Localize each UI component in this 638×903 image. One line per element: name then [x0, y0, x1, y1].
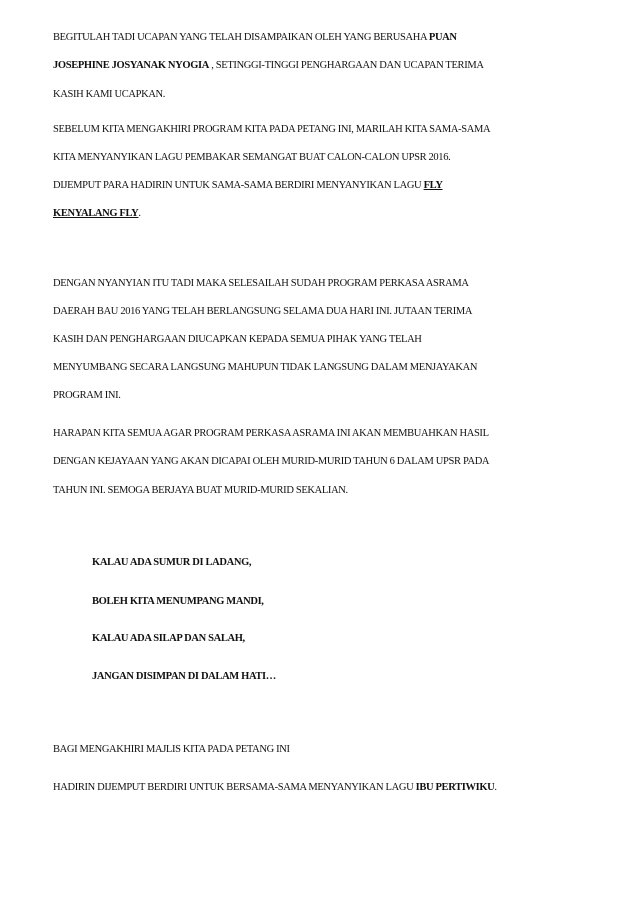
paragraph-4-line-3: TAHUN INI. SEMOGA BERJAYA BUAT MURID-MURID SEKALIAN.: [53, 485, 348, 496]
text: , SETINGGI-TINGGI PENGHARGAAN DAN UCAPAN TERIMA: [208, 60, 484, 71]
song-title: KENYALANG FLY: [53, 208, 139, 219]
text: .: [138, 208, 141, 219]
text: .: [494, 782, 497, 793]
paragraph-1-line-1: [53, 32, 457, 44]
bold-name: JOSEPHINE JOSYANAK NYOGIA: [53, 60, 209, 71]
paragraph-2-line-1: SEBELUM KITA MENGAKHIRI PROGRAM KITA PADA PETANG INI, MARILAH KITA SAMA-SAMA: [53, 124, 491, 135]
text: BEGITULAH TADI UCAPAN YANG TELAH DISAMPAIKAN OLEH YANG BERUSAHA: [53, 32, 429, 43]
paragraph-3-line-2: DAERAH BAU 2016 YANG TELAH BERLANGSUNG SELAMA DUA HARI INI. JUTAAN TERIMA: [53, 306, 473, 317]
closing-line-2: [53, 782, 497, 794]
paragraph-4-line-1: HARAPAN KITA SEMUA AGAR PROGRAM PERKASA ASRAMA INI AKAN MEMBUAHKAN HASIL: [53, 428, 489, 439]
paragraph-3-line-4: MENYUMBANG SECARA LANGSUNG MAHUPUN TIDAK LANGSUNG DALAM MENJAYAKAN: [53, 362, 478, 373]
paragraph-4-line-2: DENGAN KEJAYAAN YANG AKAN DICAPAI OLEH MURID-MURID TAHUN 6 DALAM UPSR PADA: [53, 456, 490, 467]
song-title-start: FLY: [423, 180, 443, 191]
bold-name-start: PUAN: [428, 32, 457, 43]
paragraph-2-line-4: [53, 208, 141, 220]
pantun-line-4: JANGAN DISIMPAN DI DALAM HATI…: [92, 671, 276, 682]
paragraph-3-line-5: PROGRAM INI.: [53, 390, 121, 401]
pantun-line-1: KALAU ADA SUMUR DI LADANG,: [92, 557, 252, 568]
paragraph-3-line-3: KASIH DAN PENGHARGAAN DIUCAPKAN KEPADA SEMUA PIHAK YANG TELAH: [53, 334, 422, 345]
closing-line-1: BAGI MENGAKHIRI MAJLIS KITA PADA PETANG INI: [53, 744, 290, 755]
paragraph-3-line-1: DENGAN NYANYIAN ITU TADI MAKA SELESAILAH SUDAH PROGRAM PERKASA ASRAMA: [53, 278, 469, 289]
pantun-line-2: BOLEH KITA MENUMPANG MANDI,: [92, 596, 264, 607]
paragraph-2-line-3: [53, 180, 443, 192]
pantun-line-3: KALAU ADA SILAP DAN SALAH,: [92, 633, 245, 644]
text: DIJEMPUT PARA HADIRIN UNTUK SAMA-SAMA BERDIRI MENYANYIKAN LAGU: [53, 180, 424, 191]
paragraph-1-line-3: KASIH KAMI UCAPKAN.: [53, 89, 166, 100]
bold-song-title: IBU PERTIWIKU: [415, 782, 495, 793]
paragraph-2-line-2: KITA MENYANYIKAN LAGU PEMBAKAR SEMANGAT BUAT CALON-CALON UPSR 2016.: [53, 152, 451, 163]
paragraph-1-line-2: [53, 60, 484, 72]
text: HADIRIN DIJEMPUT BERDIRI UNTUK BERSAMA-SAMA MENYANYIKAN LAGU: [53, 782, 416, 793]
